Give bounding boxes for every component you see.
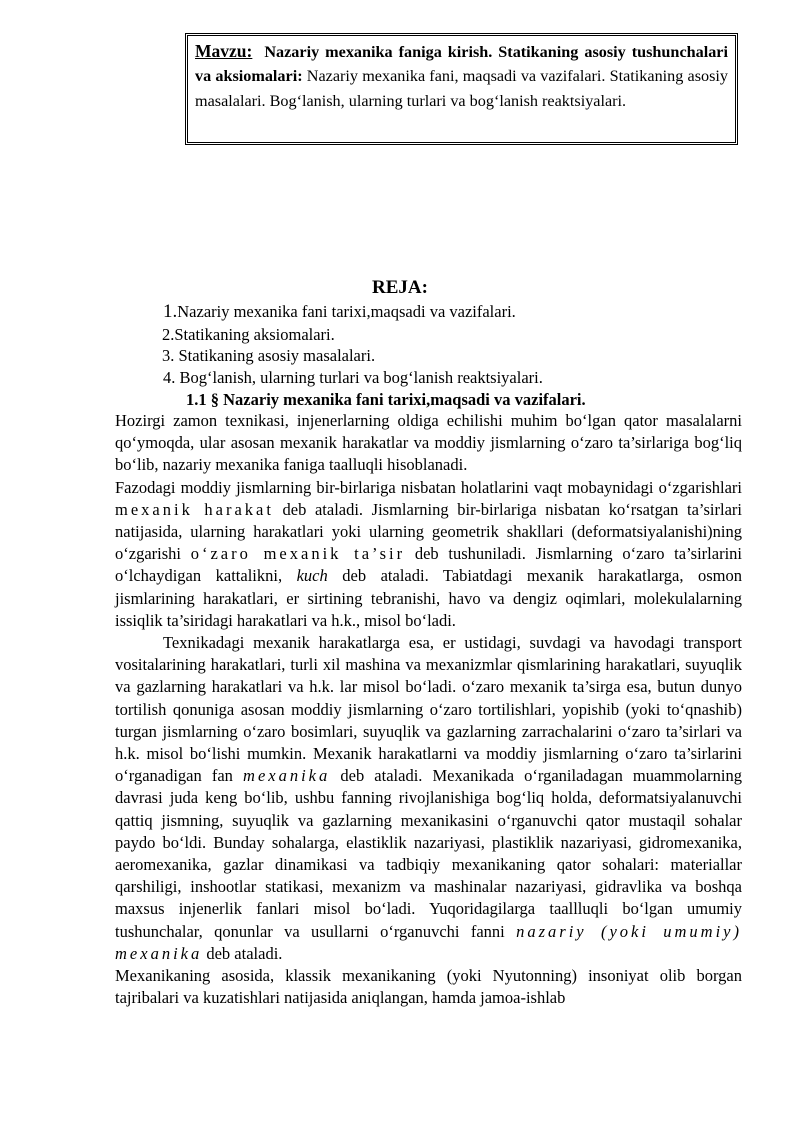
term-nazariy-mexanika: nazariy (yoki umumiy) mexanika [115,921,742,963]
paragraph-2: Fazodagi moddiy jismlarning bir-birlariga nisbatan holatlarini vaqt mobaynidagi o‘zgarishlari mexanik harakat deb ataladi. Jismlarning bir-birlariga nisbatan ko‘rsatgan ta’sirlari natijasida, ularning harakatlari yoki ularning geometrik shakllari (deformatsiyalanishi)ning o‘zgarishi o‘zaro mexanik ta’sir deb tushuniladi. Jismlarning o‘zaro ta’sirlarini o‘lchaydigan kattalikni, kuch deb ataladi. Tabiatdagi mexanik harakatlarga, osmon jismlarining harakatlari, er sirtining tebranishi, havo va dengiz oqimlari, molekulalarning issiqlik ta’siridagi harakatlari va h.k., misol bo‘ladi. [115,477,743,630]
plan-item [162,324,335,346]
plan-item-text: Statikaning aksiomalari. [174,325,335,344]
topic-title: Nazariy mexanika faniga kirish. Statikaning asosiy tushunchalari va aksiomalari: [195,43,728,86]
plan-item-text: Bog‘lanish, ularning turlari va bog‘lanish reaktsiyalari. [179,368,543,387]
term-mexanika: mexanika [243,766,331,786]
plan-item-number: 4. [163,368,176,387]
plan-heading: REJA: [372,277,428,298]
term-mexanik-harakat: mexanik harakat [115,499,274,519]
topic-label: Mavzu: [195,41,253,61]
section-title: 1.1 § Nazariy mexanika fani tarixi,maqsadi va vazifalari. [186,390,586,409]
plan-item [163,301,516,323]
plan-item [163,367,543,389]
plan-item-number: 2. [162,325,175,344]
plan-item [162,345,375,367]
plan-item-text: Nazariy mexanika fani tarixi,maqsadi va vazifalari. [177,302,516,321]
plan-item-number: 3. [162,346,175,365]
paragraph-1: Hozirgi zamon texnikasi, injenerlarning oldiga echilishi muhim bo‘lgan qator masalalarni qo‘ymoqda, ular asosan mexanik harakatlar va moddiy jismlarning o‘zaro ta’sirlariga bog‘liq bo‘lib, nazariy mexanika faniga taalluqli hisoblanadi. [115,411,742,475]
term-ozaro-mexanik-tasir: o‘zaro mexanik ta’sir [190,544,406,564]
topic-box [185,33,738,145]
paragraph-4: Mexanikaning asosida, klassik mexanikaning (yoki Nyutonning) insoniyat olib borgan tajribalari va kuzatishlari natijasida aniqlangan, hamda jamoa-ishlab [115,966,742,1008]
body-text [115,410,742,1009]
paragraph-3: Texnikadagi mexanik harakatlarga esa, er ustidagi, suvdagi va havodagi transport vositalarining harakatlari, turli xil mashina va mexanizmlar qismlarining harakatlari, suyuqlik va gazlarning harakatlari va h.k. lar misol bo‘ladi. o‘zaro mexanik ta’sirga esa, butun dunyo tortilish qonuniga asosan moddiy jismlarning o‘zaro tortilishlari, yopishib (yoki to‘qnashib) turgan jismlarning o‘zaro bosimlari, suyuqlik va gazlarning zarrachalarini o‘zaro ta’sirlari va h.k. misol bo‘lishi mumkin. Mexanik harakatlarni va moddiy jismlarning o‘zaro ta’sirlarini o‘rganadigan fan mexanika deb ataladi. Mexanikada o‘rganiladagan muammolarning davrasi juda keng bo‘lib, ushbu fanning rivojlanishiga bog‘liq holda, deformatsiyalanuvchi qattiq jismning, suyuqlik va gazlarning mexanikasini o‘rganuvchi qator mustaqil sohalar paydo bo‘ldi. Bunday sohalarga, elastiklik nazariyasi, plastiklik nazariyasi, gidromexanika, aeromexanika, gazlar dinamikasi va tadbiqiy mexanikaning qator sohalari: materiallar qarshiligi, inshootlar statikasi, mexanizm va mashinalar nazariyasi, gidravlika va boshqa maxsus injenerlik fanlari misol bo‘ladi. Yuqoridagilarga taallluqli bo‘lgan umumiy tushunchalar, qonunlar va usullarni o‘rganuvchi fanni nazariy (yoki umumiy) mexanika deb ataladi. [115,633,742,963]
plan-item-number: 1. [163,301,178,322]
plan-item-text: Statikaning asosiy masalalari. [178,346,376,365]
topic-description: Nazariy mexanika fani, maqsadi va vazifalari. Statikaning asosiy masalalari. Bog‘lanish, ularning turlari va bog‘lanish reaktsiyalari. [195,67,729,110]
term-kuch: kuch [296,566,328,586]
